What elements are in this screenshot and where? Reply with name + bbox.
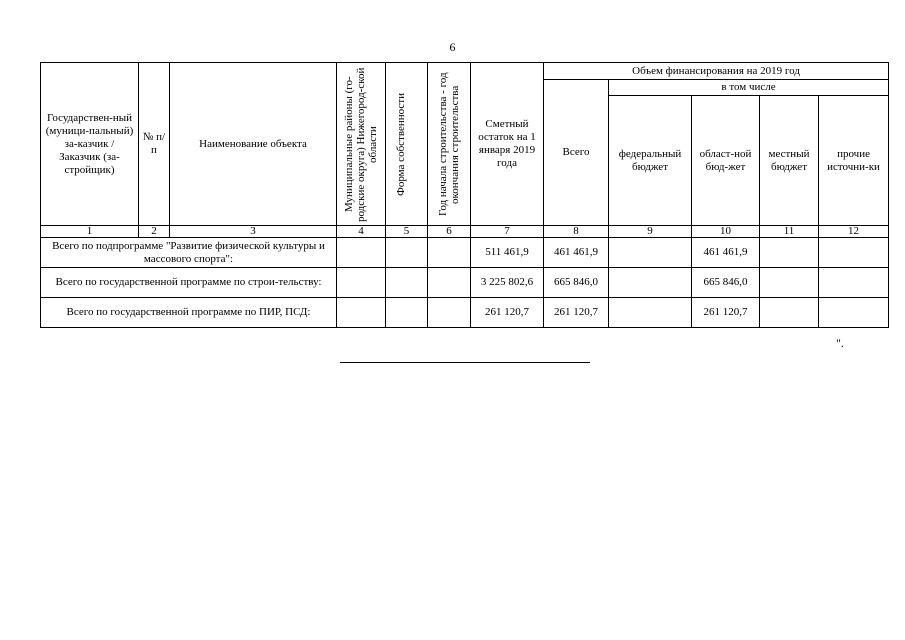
column-number: 1 — [41, 226, 139, 238]
table-row — [41, 268, 889, 298]
table-row — [41, 238, 889, 268]
column-number-row — [41, 226, 889, 238]
row-label: Всего по государственной программе по строи-тельству: — [41, 268, 337, 298]
row-estimate: 511 461,9 — [471, 238, 544, 268]
header-total: Всего — [544, 80, 609, 226]
header-regional: област-ной бюд-жет — [692, 96, 760, 226]
row-ownership — [386, 268, 428, 298]
header-funding: Объем финансирования на 2019 год — [544, 63, 889, 80]
column-number: 4 — [337, 226, 386, 238]
row-other — [819, 298, 889, 328]
row-estimate: 3 225 802,6 — [471, 268, 544, 298]
column-number: 11 — [760, 226, 819, 238]
row-regional: 261 120,7 — [692, 298, 760, 328]
header-number: № п/п — [139, 63, 170, 226]
row-federal — [609, 268, 692, 298]
header-estimate: Сметный остаток на 1 января 2019 года — [471, 63, 544, 226]
row-local — [760, 238, 819, 268]
row-label: Всего по государственной программе по ПИР, ПСД: — [41, 298, 337, 328]
header-ownership: Форма собственности — [386, 63, 428, 226]
row-federal — [609, 298, 692, 328]
row-local — [760, 298, 819, 328]
header-local: местный бюджет — [760, 96, 819, 226]
column-number: 6 — [428, 226, 471, 238]
row-districts — [337, 298, 386, 328]
row-years — [428, 298, 471, 328]
header-federal: федеральный бюджет — [609, 96, 692, 226]
column-number: 3 — [170, 226, 337, 238]
row-regional: 665 846,0 — [692, 268, 760, 298]
header-object-name: Наименование объекта — [170, 63, 337, 226]
row-districts — [337, 268, 386, 298]
financing-table — [40, 62, 889, 328]
row-districts — [337, 238, 386, 268]
closing-quote: ". — [836, 336, 844, 350]
row-other — [819, 238, 889, 268]
column-number: 2 — [139, 226, 170, 238]
column-number: 12 — [819, 226, 889, 238]
row-regional: 461 461,9 — [692, 238, 760, 268]
row-estimate: 261 120,7 — [471, 298, 544, 328]
header-customer: Государствен-ный (муници-пальный) за-казчик / Заказчик (за-стройщик) — [41, 63, 139, 226]
row-years — [428, 268, 471, 298]
column-number: 7 — [471, 226, 544, 238]
column-number: 5 — [386, 226, 428, 238]
row-total: 261 120,7 — [544, 298, 609, 328]
row-total: 461 461,9 — [544, 238, 609, 268]
header-including: в том числе — [609, 80, 889, 96]
row-years — [428, 238, 471, 268]
separator-rule — [340, 362, 590, 363]
row-ownership — [386, 238, 428, 268]
row-local — [760, 268, 819, 298]
page-number: 6 — [449, 40, 456, 54]
header-years: Год начала строительства - год окончания строительства — [428, 63, 471, 226]
column-number: 9 — [609, 226, 692, 238]
row-total: 665 846,0 — [544, 268, 609, 298]
table-row — [41, 298, 889, 328]
row-other — [819, 268, 889, 298]
header-other: прочие источни-ки — [819, 96, 889, 226]
row-ownership — [386, 298, 428, 328]
row-label: Всего по подпрограмме "Развитие физической культуры и массового спорта": — [41, 238, 337, 268]
column-number: 8 — [544, 226, 609, 238]
column-number: 10 — [692, 226, 760, 238]
row-federal — [609, 238, 692, 268]
header-districts: Муниципальные районы (го-родские округа) Нижегород-ской области — [337, 63, 386, 226]
